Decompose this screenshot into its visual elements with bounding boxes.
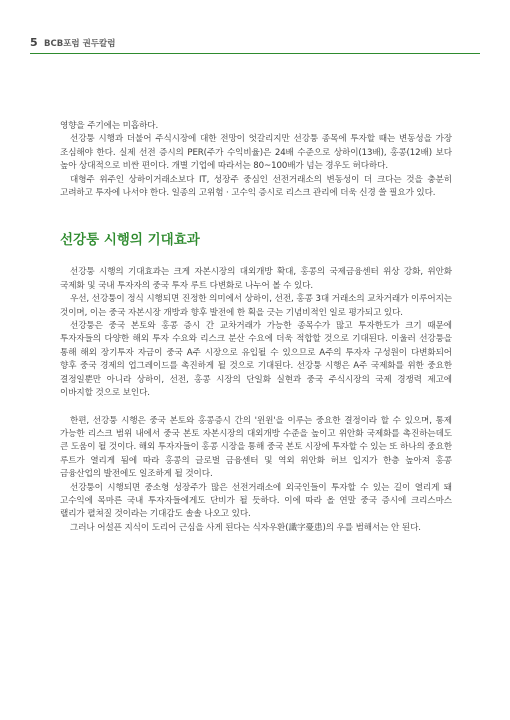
paragraph: 선강퉁 시행과 더불어 주식시장에 대한 전망이 엇갈리지만 선강퉁 종목에 투자할 때는 변동성을 가장 조심해야 한다. 실제 선전 증시의 PER(주가 수익비율)은 24배 수준으로 상하이(13배), 홍콩(12배) 보다 높아 상대적으로 비싼 편이다. 개별 기업에 따라서는 80~100배가 넘는 경우도 허다하다. <box>60 134 452 172</box>
paragraph-gap <box>60 401 452 415</box>
paragraph: 한편, 선강퉁 시행은 중국 본토와 홍콩증시 간의 '윈윈'을 이루는 중요한 결정이라 할 수 있으며, 통제 가능한 리스크 범위 내에서 중국 본토 자본시장의 대외개방 수준을 높이고 위안화 국제화를 촉진하는데도 큰 도움이 될 것이다. 해외 투자자들이 홍콩 시장을 통해 중국 본토 시장에 투자할 수 있는 또 하나의 중요한 루트가 열리게 됨에 따라 홍콩의 글로벌 금융센터 및 역외 위안화 허브 입지가 한층 높아져 홍콩 금융산업의 발전에도 일조하게 될 것이다. <box>60 415 452 480</box>
paragraph: 대형주 위주인 상하이거래소보다 IT, 성장주 중심인 선전거래소의 변동성이 더 크다는 것을 충분히 고려하고 투자에 나서야 한다. 일종의 고위험 · 고수익 증시로 리스크 관리에 더욱 신경 쓸 필요가 있다. <box>60 174 452 199</box>
paragraph: 선강퉁 시행의 기대효과는 크게 자본시장의 대외개방 확대, 홍콩의 국제금융센터 위상 강화, 위안화 국제화 및 국내 투자자의 중국 투자 루트 다변화로 나누어 볼 수 있다. <box>60 267 452 291</box>
header-rule <box>30 53 480 54</box>
paragraph: 우선, 선강퉁이 정식 시행되면 진정한 의미에서 상하이, 선전, 홍콩 3대 거래소의 교차거래가 이루어지는 것이며, 이는 중국 자본시장 개방과 향후 발전에 한 획을 긋는 기념비적인 일로 평가되고 있다. <box>60 294 452 318</box>
section-title: 선강퉁 시행의 기대효과 <box>60 232 200 249</box>
page-header <box>30 36 480 52</box>
page-number: 5 <box>30 36 38 49</box>
article-body <box>60 120 452 535</box>
paragraph: 영향을 주기에는 미흡하다. <box>60 121 159 131</box>
series-title: BCB포럼 권두칼럼 <box>44 39 116 49</box>
paragraph: 선강퉁은 중국 본토와 홍콩 증시 간 교차거래가 가능한 종목수가 많고 투자한도가 크기 때문에 투자자들의 다양한 해외 투자 수요와 리스크 분산 수요에 더욱 적합할 것으로 기대된다. 이울러 선강퉁을 통해 해외 장기투자 자금이 중국 A주 시장으로 유입될 수 있으므로 A주의 투자자 구성원이 다변화되어 향후 중국 경제의 업그레이드를 촉진하게 될 것으로 기대된다. 선강퉁 시행은 A주 국제화를 위한 중요한 결정일뿐만 아니라 상하이, 선전, 홍콩 시장의 단일화 실현과 중국 주식시장의 국제 경쟁력 제고에 이바지할 것으로 보인다. <box>60 321 452 399</box>
paragraph: 선강퉁이 시행되면 중소형 성장주가 많은 선전거래소에 외국인들이 투자할 수 있는 길이 열리게 돼 고수익에 목마른 국내 투자자들에게도 단비가 될 듯하다. 이에 따라 올 연말 중국 증시에 크리스마스 랠리가 펼쳐질 것이라는 기대감도 솔솔 나오고 있다. <box>60 482 452 520</box>
paragraph: 그러나 어설픈 지식이 도리어 근심을 사게 된다는 식자우환(識字憂患)의 우를 범해서는 안 된다. <box>70 522 421 533</box>
